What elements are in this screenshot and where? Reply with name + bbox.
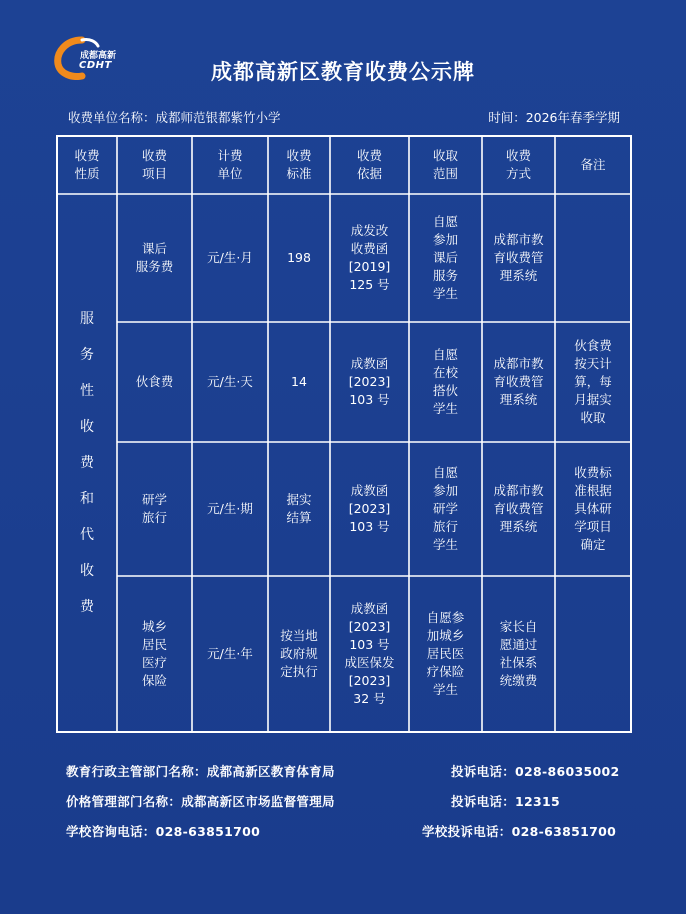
price-complaint-phone: 投诉电话：12315 bbox=[451, 794, 560, 809]
table-row-1-unit: 元/生·月 bbox=[207, 250, 253, 265]
header-standard: 收费 标准 bbox=[286, 148, 312, 181]
table-row-2-method: 成都市教 育收费管 理系统 bbox=[493, 356, 544, 407]
header-method: 收费 方式 bbox=[505, 148, 531, 181]
table-row-4-standard: 按当地 政府规 定执行 bbox=[280, 628, 318, 679]
table-row-3-item: 研学 旅行 bbox=[141, 492, 167, 525]
table-row-2-item: 伙食费 bbox=[135, 374, 174, 389]
table-row-3-unit: 元/生·期 bbox=[207, 501, 253, 516]
table-row-2-scope: 自愿 在校 搭伙 学生 bbox=[432, 347, 458, 416]
table-row-4-unit: 元/生·年 bbox=[207, 646, 253, 661]
table-row-1-method: 成都市教 育收费管 理系统 bbox=[493, 232, 544, 283]
header-basis: 收费 依据 bbox=[356, 148, 382, 181]
term: 时间：2026年春季学期 bbox=[488, 110, 620, 125]
header-remark: 备注 bbox=[580, 157, 606, 172]
fee-nature: 服 务 性 收 费 和 代 收 费 bbox=[80, 311, 94, 615]
table-row-2-remark: 伙食费 按天计 算，每 月据实 收取 bbox=[574, 338, 612, 425]
header-unit: 计费 单位 bbox=[217, 148, 243, 181]
edu-complaint-phone: 投诉电话：028-86035002 bbox=[451, 764, 620, 779]
price-admin-dept: 价格管理部门名称：成都高新区市场监督管理局 bbox=[66, 794, 335, 809]
logo-text-cn: 成都高新 bbox=[80, 51, 117, 61]
table-row-4-scope: 自愿参 加城乡 居民医 疗保险 学生 bbox=[426, 610, 465, 697]
header-nature: 收费 性质 bbox=[74, 148, 100, 181]
table-row-3-scope: 自愿 参加 研学 旅行 学生 bbox=[432, 465, 458, 552]
table-row-3-remark: 收费标 准根据 具体研 学项目 确定 bbox=[574, 465, 612, 552]
table-row-4-method: 家长自 愿通过 社保系 统缴费 bbox=[499, 619, 538, 688]
header-item: 收费 项目 bbox=[141, 148, 167, 181]
school-complaint-phone: 学校投诉电话：028-63851700 bbox=[422, 824, 617, 839]
table-row-4-basis: 成教函 [2023] 103 号 成医保发 [2023] 32 号 bbox=[344, 601, 395, 706]
table-row-3-method: 成都市教 育收费管 理系统 bbox=[493, 483, 544, 534]
school-consult-phone: 学校咨询电话：028-63851700 bbox=[66, 824, 261, 839]
table-row-1-item: 课后 服务费 bbox=[135, 241, 174, 274]
table-row-4-remark bbox=[555, 576, 631, 732]
table-row-4-item: 城乡 居民 医疗 保险 bbox=[141, 619, 167, 688]
table-row-1-scope: 自愿 参加 课后 服务 学生 bbox=[432, 214, 458, 301]
page-title: 成都高新区教育收费公示牌 bbox=[211, 60, 475, 84]
table-row-1-basis: 成发改 收费函 [2019] 125 号 bbox=[348, 223, 391, 292]
logo-text-en: CDHT bbox=[79, 60, 112, 71]
table-row-2-unit: 元/生·天 bbox=[207, 374, 253, 389]
table-row-3-standard: 据实 结算 bbox=[286, 492, 312, 525]
table-row-3-basis: 成教函 [2023] 103 号 bbox=[348, 483, 391, 534]
table-row-2-basis: 成教函 [2023] 103 号 bbox=[348, 356, 391, 407]
table-row-1-remark bbox=[555, 194, 631, 322]
header-scope: 收取 范围 bbox=[432, 148, 458, 181]
unit-name: 收费单位名称：成都师范银都紫竹小学 bbox=[68, 110, 281, 125]
edu-admin-dept: 教育行政主管部门名称：成都高新区教育体育局 bbox=[66, 764, 335, 779]
table-row-2-standard: 14 bbox=[291, 374, 307, 389]
table-row-1-standard: 198 bbox=[287, 250, 311, 265]
